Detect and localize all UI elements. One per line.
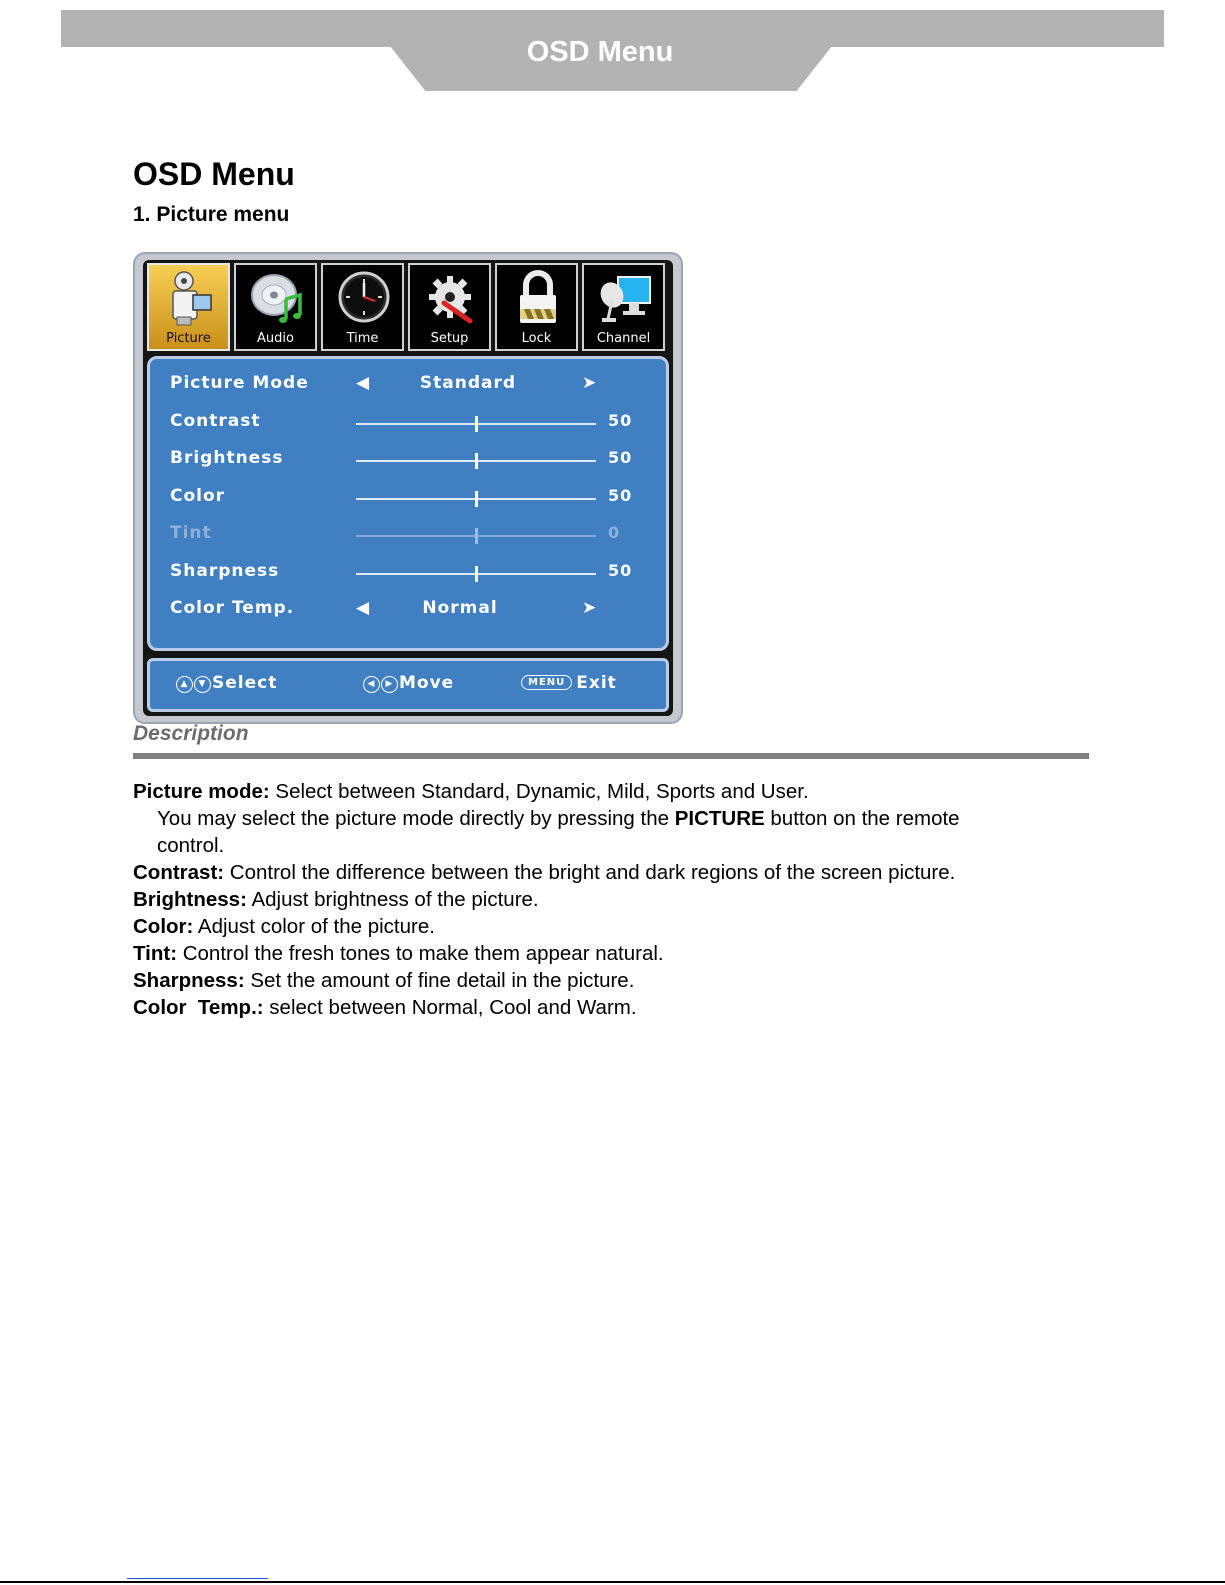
desc-key-name: PICTURE: [674, 807, 765, 830]
row-label: Tint: [170, 523, 212, 543]
description-divider: [133, 753, 1089, 759]
row-choice-value: Normal: [422, 598, 498, 618]
desc-term: Sharpness:: [133, 969, 245, 992]
picture-menu-panel: [147, 356, 669, 651]
menu-row-color[interactable]: [150, 482, 666, 512]
music-disc-icon: [250, 269, 304, 329]
desc-term: Color:: [133, 915, 194, 938]
menu-row-color-temp[interactable]: [150, 594, 666, 624]
menu-row-tint: [150, 519, 666, 549]
desc-picture-mode-note: [133, 805, 1093, 832]
right-arrow-icon[interactable]: ➤: [582, 373, 597, 393]
hint-select-label: Select: [212, 673, 278, 693]
desc-text: Control the fresh tones to make them appear natural.: [177, 942, 664, 965]
menu-row-brightness[interactable]: [150, 444, 666, 474]
tab-label: Channel: [596, 331, 651, 346]
osd-frame: [143, 260, 673, 716]
right-circle-arrow-icon: ▶: [381, 676, 398, 693]
slider-knob[interactable]: [475, 491, 478, 507]
row-label: Brightness: [170, 448, 284, 468]
desc-color-temp: [133, 994, 1093, 1021]
row-value: 50: [608, 561, 633, 580]
row-label: Sharpness: [170, 561, 280, 581]
description-list: [133, 778, 1093, 1021]
clock-icon: [337, 269, 391, 329]
desc-text: Control the difference between the bright and dark regions of the screen picture.: [224, 861, 956, 884]
right-arrow-icon[interactable]: ➤: [582, 598, 597, 618]
description-heading: Description: [133, 722, 249, 745]
menu-row-contrast[interactable]: [150, 407, 666, 437]
row-value: 50: [608, 411, 633, 430]
row-label: Color Temp.: [170, 598, 295, 618]
row-label: Color: [170, 486, 226, 506]
left-circle-arrow-icon: ◀: [363, 676, 380, 693]
satellite-monitor-icon: [598, 269, 652, 329]
section-title: 1. Picture menu: [133, 203, 290, 226]
desc-tint: [133, 940, 1093, 967]
page-title: OSD Menu: [133, 156, 295, 192]
desc-text: Select between Standard, Dynamic, Mild, Sports and User.: [269, 780, 809, 803]
desc-color: [133, 913, 1093, 940]
desc-text: button on the remote: [764, 807, 960, 830]
tab-label: Lock: [521, 331, 552, 346]
desc-text: Adjust color of the picture.: [193, 915, 435, 938]
desc-picture-mode: [133, 778, 1093, 805]
footer-rule: [0, 1581, 1225, 1583]
desc-term: Color Temp.:: [133, 996, 264, 1019]
tab-lock[interactable]: [495, 263, 578, 351]
tab-channel[interactable]: [582, 263, 665, 351]
tab-setup[interactable]: [408, 263, 491, 351]
slider-knob[interactable]: [475, 453, 478, 469]
slider-knob: [475, 528, 478, 544]
desc-contrast: [133, 859, 1093, 886]
gear-tools-icon: [424, 269, 478, 329]
desc-text: select between Normal, Cool and Warm.: [263, 996, 637, 1019]
left-arrow-icon[interactable]: ◀: [356, 598, 370, 618]
camcorder-icon: [163, 269, 217, 329]
footer-link-underline: [127, 1578, 268, 1579]
desc-term: Contrast:: [133, 861, 225, 884]
left-arrow-icon[interactable]: ◀: [356, 373, 370, 393]
desc-text: Adjust brightness of the picture.: [246, 888, 539, 911]
row-value: 50: [608, 486, 633, 505]
tab-label: Picture: [166, 331, 211, 346]
row-choice-value: Standard: [419, 373, 517, 393]
tab-label: Time: [346, 331, 379, 346]
hint-exit-label: Exit: [576, 673, 617, 693]
desc-brightness: [133, 886, 1093, 913]
hint-move-label: Move: [399, 673, 455, 693]
row-label: Contrast: [170, 411, 261, 431]
desc-term: Brightness:: [133, 888, 247, 911]
row-value: 50: [608, 448, 633, 467]
desc-picture-mode-note-cont: [133, 832, 1093, 859]
hint-move: [363, 673, 454, 693]
row-value: 0: [608, 523, 621, 542]
osd-screenshot: [133, 252, 683, 724]
desc-text: control.: [157, 834, 225, 857]
slider-knob[interactable]: [475, 416, 478, 432]
menu-key-icon: MENU: [521, 675, 572, 690]
hint-exit: [521, 673, 617, 693]
slider-knob[interactable]: [475, 566, 478, 582]
padlock-icon: [511, 269, 565, 329]
tab-label: Audio: [257, 331, 294, 346]
menu-row-sharpness[interactable]: [150, 557, 666, 587]
tab-time[interactable]: [321, 263, 404, 351]
row-label: Picture Mode: [170, 373, 309, 393]
down-arrow-icon: ▼: [194, 676, 211, 693]
desc-sharpness: [133, 967, 1093, 994]
header-title: OSD Menu: [526, 36, 674, 68]
desc-term: Picture mode:: [133, 780, 270, 803]
tab-audio[interactable]: [234, 263, 317, 351]
hint-select: [176, 673, 277, 693]
tab-picture[interactable]: [147, 263, 230, 351]
menu-row-picture-mode[interactable]: [150, 369, 666, 399]
desc-text: Set the amount of fine detail in the picture.: [244, 969, 635, 992]
osd-hint-bar: [147, 658, 669, 712]
up-arrow-icon: ▲: [176, 676, 193, 693]
desc-term: Tint:: [133, 942, 178, 965]
tab-label: Setup: [430, 331, 469, 346]
desc-text: You may select the picture mode directly by pressing the: [157, 807, 675, 830]
